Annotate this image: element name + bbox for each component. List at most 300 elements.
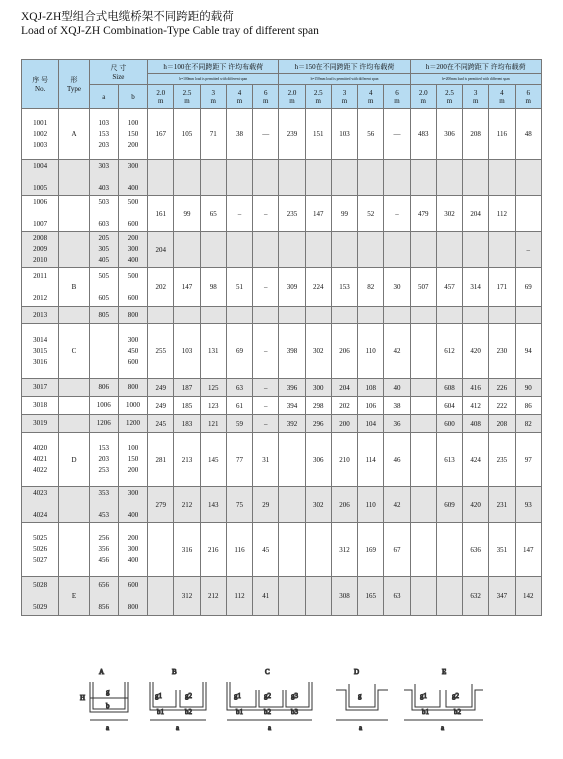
size-b-value: 500 [127,271,139,280]
load-cell: 314 [463,268,489,307]
load-cell: 110 [358,487,384,523]
load-cell [384,232,410,268]
row-id-value [22,499,58,510]
load-cell: 279 [148,487,174,523]
load-cell: 103 [331,109,357,160]
load-cell [515,196,541,232]
load-cell: 151 [305,109,331,160]
header-span [174,85,200,109]
row-type [59,232,89,268]
table-row [22,232,542,268]
size-a-value: 456 [98,556,109,564]
load-cell: 38 [384,397,410,415]
size-a-value [90,499,118,510]
header-b: b [118,85,147,109]
header-type [59,60,89,109]
diagram-c-label: C [265,668,270,676]
diagram-b-g1: g1 [155,692,162,700]
row-id-value: 1006 [33,198,48,206]
load-cell [226,160,252,196]
row-id-value: 3015 [33,346,48,355]
size-b [118,397,147,415]
table-row [22,523,542,577]
size-a [89,523,118,577]
load-cell: 309 [279,268,305,307]
load-cell: 65 [200,196,226,232]
row-id-value: 1005 [33,184,48,192]
header-span [305,85,331,109]
size-a [89,109,118,160]
load-cell [410,379,436,397]
diagram-d-g: g [358,692,362,700]
size-a [89,433,118,487]
size-b-value: 200 [127,534,139,542]
diagram-b [150,668,206,732]
size-b-value: 400 [127,256,139,264]
load-cell: 42 [384,324,410,379]
load-cell: 206 [331,324,357,379]
load-cell [279,433,305,487]
diagram-e-b1: b1 [422,708,429,716]
header-h150: h＝150在不同跨距下 许均布载荷 [279,60,410,74]
load-cell: 224 [305,268,331,307]
table-row [22,196,542,232]
load-cell: – [253,379,279,397]
header-no-cn: 序 号 [32,76,49,84]
load-cell [358,160,384,196]
size-a-value [90,591,118,602]
header-span-value: 2.0 [287,88,297,97]
row-id-value: 5028 [33,580,48,589]
load-cell [331,307,357,324]
row-type: D [59,433,89,487]
diagram-a-h: H [80,694,86,702]
load-cell: 67 [384,523,410,577]
header-span-value: 6 [526,88,531,97]
row-type [59,307,89,324]
load-cell: 302 [305,324,331,379]
load-cell: 52 [358,196,384,232]
load-cell: 165 [358,577,384,616]
row-id-value: 4022 [33,466,48,474]
load-cell [148,577,174,616]
row-type [59,523,89,577]
load-cell: 204 [463,196,489,232]
row-id-value [22,208,58,219]
size-a [89,577,118,616]
load-cell: 479 [410,196,436,232]
row-id [22,433,59,487]
header-span-value: 6 [263,88,268,97]
load-cell [436,577,462,616]
load-cell: – [226,196,252,232]
diagram-c-b1: b1 [236,708,243,716]
header-span-unit: m [263,96,269,105]
load-cell: 97 [515,433,541,487]
size-b-value: 100 [127,444,139,452]
size-a [89,196,118,232]
header-span-unit: m [367,96,374,105]
size-a [89,268,118,307]
row-id [22,379,59,397]
load-cell: 142 [515,577,541,616]
load-cell [279,487,305,523]
header-span [331,85,357,109]
load-cell: 394 [279,397,305,415]
size-a-value [90,172,118,183]
size-b-value: 600 [127,357,139,366]
load-cell: 392 [279,415,305,433]
header-span-value: 2.5 [182,88,192,97]
row-id [22,232,59,268]
header-span-value: 2.5 [313,88,323,97]
header-h200-en: h=200mm load is permitted with different span [410,74,541,85]
load-cell [410,324,436,379]
size-b [118,415,147,433]
load-cell: 108 [358,379,384,397]
load-cell: 161 [148,196,174,232]
size-a-value: 253 [98,466,109,474]
load-cell: 204 [331,379,357,397]
row-id-value [22,172,58,183]
diagram-b-b2: b2 [185,708,192,716]
row-id [22,415,59,433]
load-cell: 216 [200,523,226,577]
row-id-value: 1003 [33,140,48,149]
header-h100-en: h=100mm load is permitted with different span [148,74,279,85]
table-row [22,160,542,196]
header-span-value: 3 [211,88,215,97]
size-b [118,160,147,196]
header-type-en: Type [67,85,81,93]
load-cell: 208 [489,415,515,433]
size-a-value: 305 [98,245,109,253]
load-cell: 187 [174,379,200,397]
size-a-value [90,335,118,346]
size-b-value [119,208,147,219]
diagram-c-g1: g1 [234,692,241,700]
diagram-a-width: a [106,724,110,732]
load-cell: 457 [436,268,462,307]
load-cell: 604 [436,397,462,415]
table-row [22,324,542,379]
load-cell [410,160,436,196]
header-size-en: Size [112,73,125,81]
load-cell [253,307,279,324]
load-cell: — [253,109,279,160]
size-a [89,415,118,433]
header-span [358,85,384,109]
row-id [22,577,59,616]
diagram-e-g2: g2 [452,692,459,700]
size-b-value: 600 [127,293,139,302]
load-cell: 396 [279,379,305,397]
row-id [22,324,59,379]
size-b [118,577,147,616]
header-a: a [89,85,118,109]
load-cell: 171 [489,268,515,307]
size-b-value: 1000 [126,401,141,409]
load-cell: 75 [226,487,252,523]
size-a-value: 505 [98,271,109,280]
size-a-value: 405 [98,256,109,264]
size-b [118,523,147,577]
header-h150-en: h=150mm load is permitted with different span [279,74,410,85]
load-cell: — [384,109,410,160]
header-span-unit: m [472,96,479,105]
load-cell: 416 [463,379,489,397]
size-a [89,160,118,196]
cross-section-diagrams [0,660,563,755]
load-cell: 302 [436,196,462,232]
load-cell: 609 [436,487,462,523]
size-a-value [90,208,118,219]
header-span-unit: m [289,96,295,105]
load-cell: 420 [463,324,489,379]
size-b [118,487,147,523]
load-cell: 93 [515,487,541,523]
size-b-value [119,172,147,183]
load-cell: – [253,415,279,433]
load-cell: 202 [331,397,357,415]
load-cell: 636 [463,523,489,577]
size-a [89,232,118,268]
size-a-value: 503 [98,198,109,206]
row-id-value: 4020 [33,444,48,452]
load-cell: 105 [174,109,200,160]
load-cell [410,577,436,616]
load-cell [489,307,515,324]
size-a [89,397,118,415]
header-span [515,85,541,109]
load-cell: 71 [200,109,226,160]
size-b-value: 300 [127,545,139,553]
load-cell: 63 [226,379,252,397]
load-cell: 222 [489,397,515,415]
diagram-e-width: a [441,724,445,732]
diagram-e-g1: g1 [420,692,427,700]
load-cell: 86 [515,397,541,415]
size-a-value: 605 [98,293,109,302]
diagram-c [227,668,312,732]
load-cell [331,160,357,196]
row-id-value: 4023 [33,489,48,497]
load-cell: – [253,196,279,232]
header-span [253,85,279,109]
load-cell: 30 [384,268,410,307]
size-b-value: 800 [127,383,139,391]
load-cell [226,232,252,268]
load-cell [410,307,436,324]
row-id [22,109,59,160]
table-header [22,60,542,109]
size-b-value: 600 [127,580,139,589]
load-cell [305,232,331,268]
load-cell: – [384,196,410,232]
load-cell: 63 [384,577,410,616]
size-a-value: 153 [98,444,109,452]
header-span-unit: m [236,96,243,105]
load-cell: 40 [384,379,410,397]
size-b [118,379,147,397]
table-row [22,109,542,160]
header-span-value: 3 [473,88,478,97]
load-cell: 77 [226,433,252,487]
load-cell: 347 [489,577,515,616]
header-size [89,60,148,85]
row-id-value: 5027 [33,556,48,564]
table-row [22,577,542,616]
load-cell [410,523,436,577]
load-cell: 46 [384,433,410,487]
row-type [59,160,89,196]
size-a-value: 603 [98,220,109,228]
header-span-unit: m [158,96,164,105]
load-cell [436,232,462,268]
size-a-value: 805 [98,310,109,319]
load-cell: 153 [331,268,357,307]
row-id-value: 3018 [33,401,48,409]
load-table [21,59,542,616]
diagram-b-label: B [172,668,177,676]
load-cell: – [253,397,279,415]
load-cell: 308 [331,577,357,616]
row-type [59,379,89,397]
size-a-value: 656 [98,580,109,589]
table-row [22,433,542,487]
row-id [22,160,59,196]
size-b-value: 100 [127,118,139,127]
row-id [22,196,59,232]
load-cell [305,577,331,616]
header-span-unit: m [184,96,190,105]
load-cell: 167 [148,109,174,160]
load-cell: 316 [174,523,200,577]
row-type: A [59,109,89,160]
load-cell: 29 [253,487,279,523]
size-a [89,307,118,324]
load-cell: – [515,232,541,268]
size-a-value: 353 [98,489,109,497]
load-cell: 210 [331,433,357,487]
load-cell: 121 [200,415,226,433]
load-cell: 424 [463,433,489,487]
header-type-cn: 形 [70,76,78,84]
load-cell [358,307,384,324]
row-id [22,397,59,415]
row-type: B [59,268,89,307]
row-id-value: 5025 [33,534,48,542]
size-a-value [90,346,118,357]
load-cell: 613 [436,433,462,487]
header-span-value: 2.0 [418,88,428,97]
row-id-value: 2013 [33,310,48,319]
size-a [89,324,118,379]
size-b [118,433,147,487]
load-cell: 131 [200,324,226,379]
load-cell: 300 [305,379,331,397]
diagram-a [80,668,128,732]
row-id-value [22,591,58,602]
diagram-c-g3: g3 [291,692,298,700]
load-cell [200,232,226,268]
size-a-value: 356 [98,545,109,553]
load-cell [253,160,279,196]
header-span-unit: m [525,96,531,105]
load-cell: 36 [384,415,410,433]
diagram-c-b3: b3 [291,708,298,716]
diagram-d-label: D [354,668,360,676]
load-cell [489,160,515,196]
row-id-value: 2011 [33,271,48,280]
row-id-value: 3016 [33,357,48,366]
diagram-b-g2: g2 [185,692,192,700]
row-id-value: 4021 [33,455,48,463]
size-b-value: 300 [127,245,139,253]
load-cell: 312 [331,523,357,577]
diagram-d-width: a [359,724,363,732]
load-cell [305,307,331,324]
title-cn: XQJ-ZH型组合式电缆桥架不同跨距的载荷 [21,11,234,23]
load-cell: 99 [331,196,357,232]
load-cell: 408 [463,415,489,433]
load-cell: 45 [253,523,279,577]
header-span [279,85,305,109]
load-cell: 296 [305,415,331,433]
load-cell: 185 [174,397,200,415]
load-cell: 306 [305,433,331,487]
row-id-value: 1001 [33,118,48,127]
size-b-value [119,282,147,293]
diagram-c-b2: b2 [264,708,271,716]
header-h200: h＝200在不同跨距下 许均布载荷 [410,60,541,74]
size-b [118,268,147,307]
load-cell [253,232,279,268]
row-id [22,268,59,307]
row-id [22,487,59,523]
size-a-value [90,282,118,293]
header-span-unit: m [394,96,400,105]
row-id [22,307,59,324]
load-cell [279,232,305,268]
load-cell: 351 [489,523,515,577]
size-b-value: 300 [127,489,139,497]
load-cell: 48 [515,109,541,160]
size-a-value: 453 [98,511,109,519]
row-id-value: 1007 [33,220,48,228]
load-cell: 200 [331,415,357,433]
load-cell: 51 [226,268,252,307]
size-b-value: 400 [127,511,139,519]
row-id-value: 3014 [33,335,48,344]
header-h100: h＝100在不同跨距下 许均布载荷 [148,60,279,74]
diagram-d [336,668,388,732]
table-row [22,397,542,415]
size-a-value: 806 [98,383,109,391]
header-span-value: 2.5 [445,88,454,97]
load-cell: 183 [174,415,200,433]
row-type: C [59,324,89,379]
diagram-c-g2: g2 [264,692,271,700]
load-cell [305,160,331,196]
load-cell: 213 [174,433,200,487]
load-cell: 42 [384,487,410,523]
size-b-value: 300 [127,335,139,344]
load-cell: 281 [148,433,174,487]
size-a-value: 256 [98,534,109,542]
diagram-e-label: E [442,668,447,676]
load-cell: 249 [148,397,174,415]
